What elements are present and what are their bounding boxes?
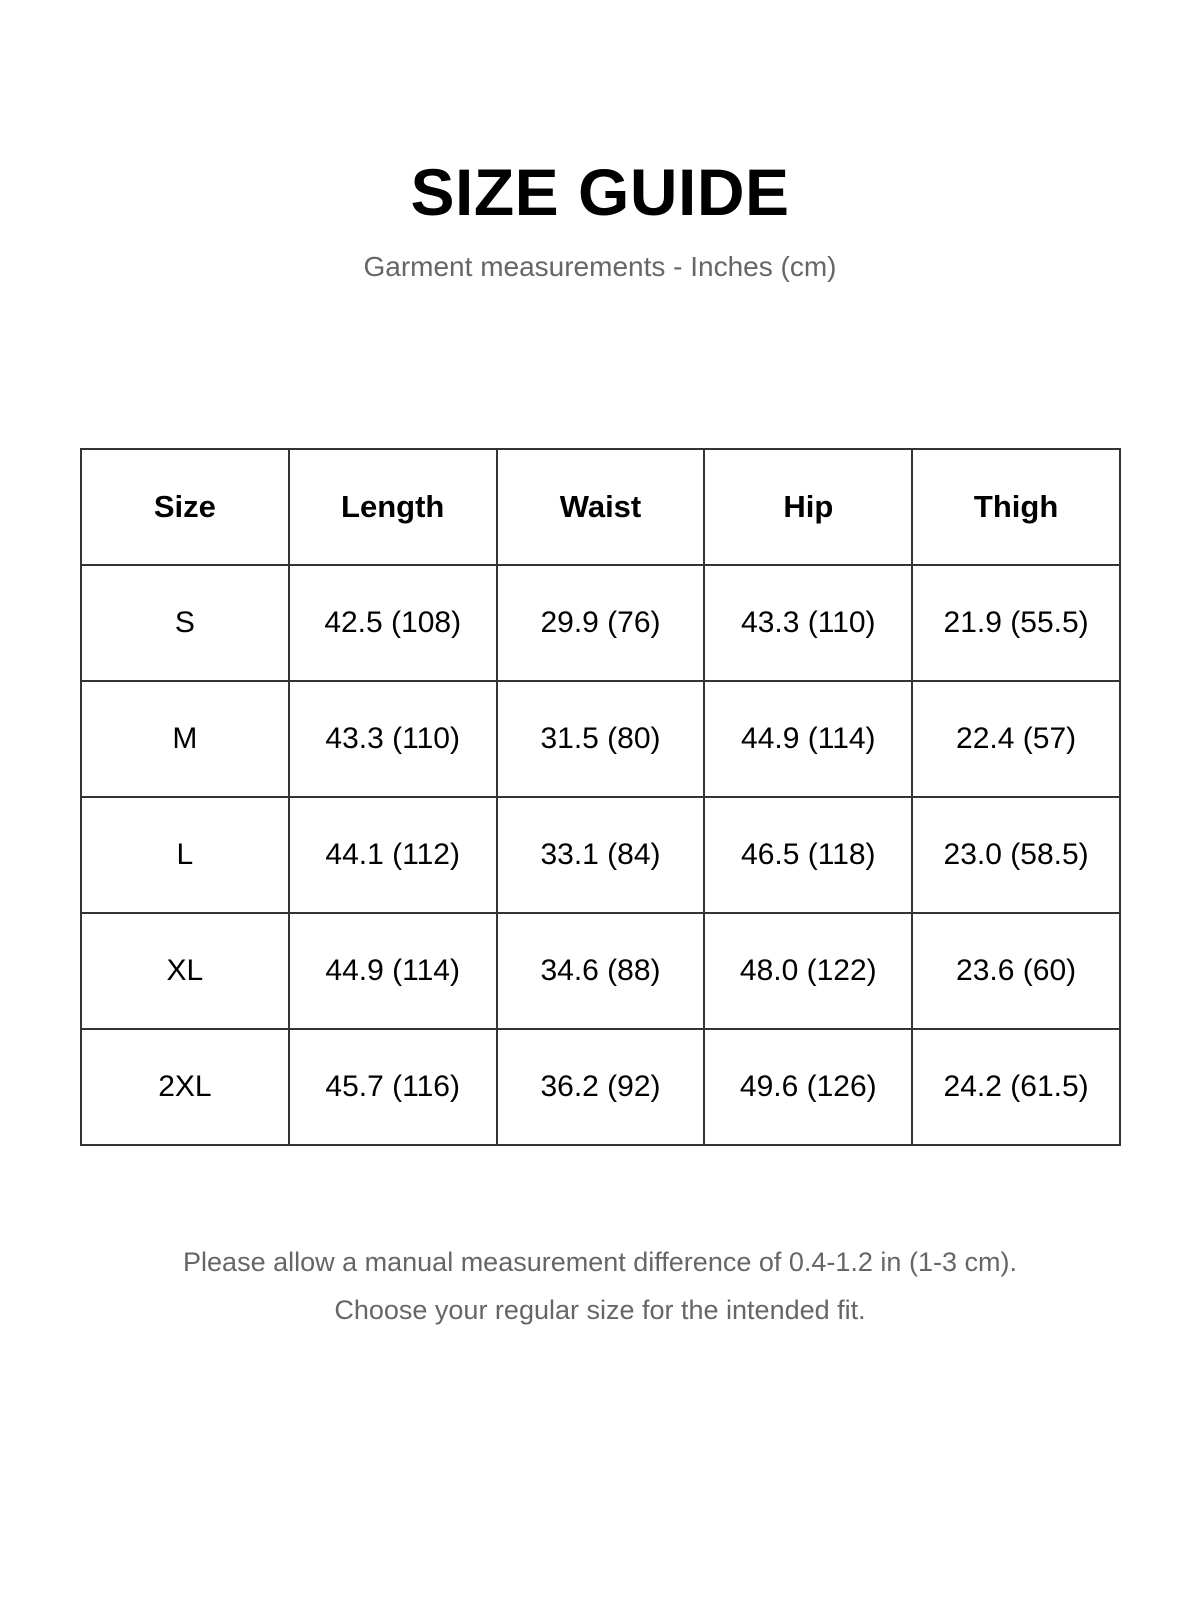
- waist-cell: 29.9 (76): [497, 565, 705, 681]
- table-row: [81, 1029, 1120, 1145]
- table-row: [81, 913, 1120, 1029]
- measurement-note: Please allow a manual measurement difference of 0.4-1.2 in (1-3 cm).: [183, 1247, 1017, 1277]
- waist-cell: 31.5 (80): [497, 681, 705, 797]
- length-cell: 42.5 (108): [289, 565, 497, 681]
- table-header: [81, 449, 1120, 565]
- column-header-waist: Waist: [497, 449, 705, 565]
- thigh-cell: 24.2 (61.5): [912, 1029, 1120, 1145]
- waist-cell: 33.1 (84): [497, 797, 705, 913]
- hip-cell: 48.0 (122): [704, 913, 912, 1029]
- page-subtitle: Garment measurements - Inches (cm): [363, 251, 837, 282]
- thigh-cell: 22.4 (57): [912, 681, 1120, 797]
- table-header-row: [81, 449, 1120, 565]
- size-table: [80, 448, 1121, 1146]
- size-cell: M: [81, 681, 289, 797]
- hip-cell: 43.3 (110): [704, 565, 912, 681]
- size-cell: 2XL: [81, 1029, 289, 1145]
- column-header-size: Size: [81, 449, 289, 565]
- waist-cell: 34.6 (88): [497, 913, 705, 1029]
- length-cell: 44.1 (112): [289, 797, 497, 913]
- column-header-length: Length: [289, 449, 497, 565]
- waist-cell: 36.2 (92): [497, 1029, 705, 1145]
- length-cell: 44.9 (114): [289, 913, 497, 1029]
- thigh-cell: 21.9 (55.5): [912, 565, 1120, 681]
- column-header-hip: Hip: [704, 449, 912, 565]
- table-row: [81, 797, 1120, 913]
- table-body: [81, 565, 1120, 1145]
- size-cell: XL: [81, 913, 289, 1029]
- page-title: SIZE GUIDE: [410, 155, 790, 229]
- size-cell: S: [81, 565, 289, 681]
- length-cell: 43.3 (110): [289, 681, 497, 797]
- table-row: [81, 681, 1120, 797]
- size-cell: L: [81, 797, 289, 913]
- length-cell: 45.7 (116): [289, 1029, 497, 1145]
- hip-cell: 44.9 (114): [704, 681, 912, 797]
- hip-cell: 49.6 (126): [704, 1029, 912, 1145]
- thigh-cell: 23.0 (58.5): [912, 797, 1120, 913]
- fit-note: Choose your regular size for the intended fit.: [334, 1295, 866, 1325]
- thigh-cell: 23.6 (60): [912, 913, 1120, 1029]
- column-header-thigh: Thigh: [912, 449, 1120, 565]
- table-row: [81, 565, 1120, 681]
- hip-cell: 46.5 (118): [704, 797, 912, 913]
